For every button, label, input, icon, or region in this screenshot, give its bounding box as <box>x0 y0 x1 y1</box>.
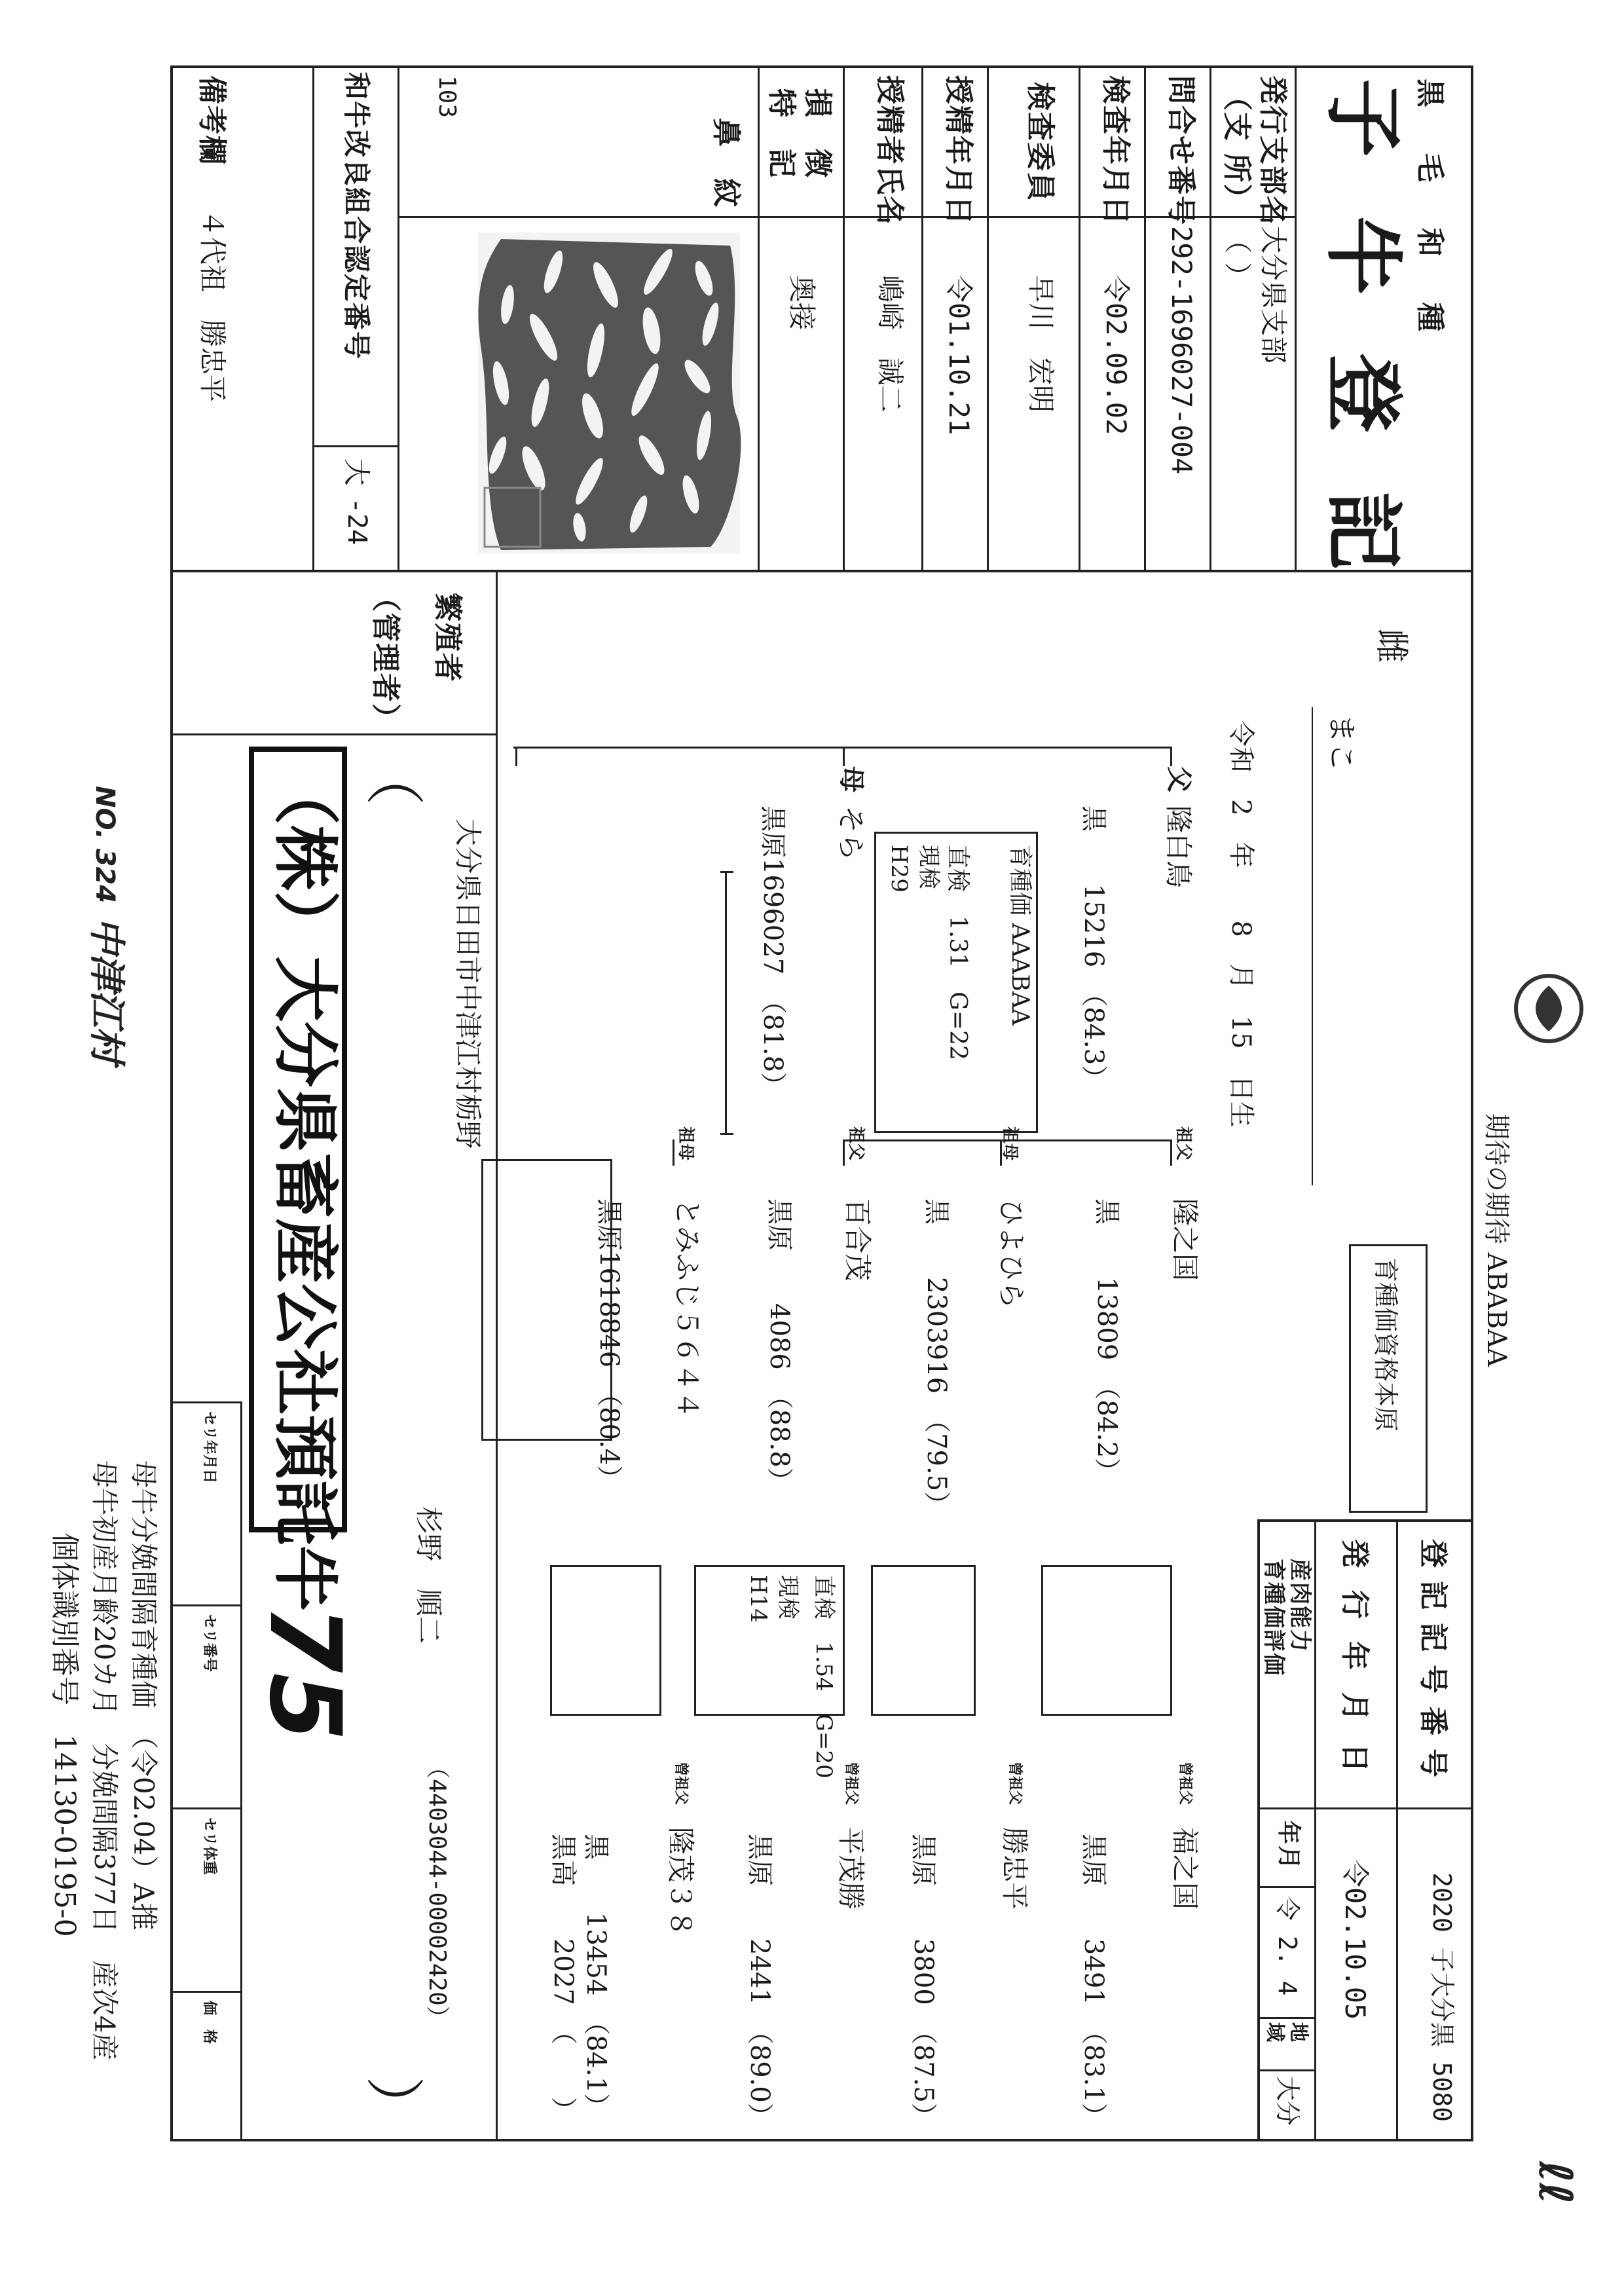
left-table-divider <box>170 570 1473 572</box>
mother-label: 母 <box>836 766 866 794</box>
ggf4-box <box>550 1565 661 1716</box>
father-reg: 黒 15216 （84.3） <box>1079 805 1109 1092</box>
ggf2-name: 勝忠平 <box>999 1827 1031 1910</box>
calf-name: まこ <box>1325 714 1358 771</box>
breeder-code: （4403044-00002420） <box>424 1755 451 2029</box>
cert-number: -24 <box>342 498 372 546</box>
region-label: 地域 <box>1263 2022 1310 2043</box>
inquiry-value: 292-1696027-004 <box>1166 226 1198 475</box>
dam-line-2: 母牛初産月齢20カ月 分娩間隔377日 産次4産 <box>88 1460 120 2061</box>
gp2-name: ひよひら <box>995 1198 1027 1309</box>
gp4-reg: 黒原1618846 （80.4） <box>594 1198 624 1492</box>
insem-date-label: 授精年月日 <box>942 75 975 226</box>
noseprint-id: 103 <box>434 75 460 119</box>
issue-label: 発行年月日 <box>1338 1539 1371 1794</box>
calf-birth: 令和 2 年 8 月 15 日生 <box>1226 720 1256 1128</box>
mother-reg: 黒原1696027 （81.8） <box>758 805 788 1099</box>
auction-date-label: セリ年月日 <box>201 1411 217 1484</box>
breeder-name: 杉野 順二 <box>413 1506 445 1644</box>
gp1-name: 隆之国 <box>1169 1198 1201 1282</box>
auction-price-label: 価 格 <box>201 2001 217 2045</box>
gp3-name: 百合茂 <box>841 1198 874 1282</box>
inseminator-label: 授精者氏名 <box>873 75 906 226</box>
ggf2-role: 曾祖父 <box>1006 1762 1023 1805</box>
defect-value: 奥接 <box>786 275 818 331</box>
ggf1-box <box>1041 1565 1172 1716</box>
gp4-role: 祖母 <box>676 1126 695 1161</box>
insem-date-value: 令01.10.21 <box>943 275 975 435</box>
sub-branch-value: （ ） <box>1221 226 1253 290</box>
inspector-label: 検査委員 <box>1024 82 1057 202</box>
ggf4-role: 曾祖父 <box>673 1762 689 1805</box>
gp1-role: 祖父 <box>1173 1126 1193 1161</box>
handwritten-no: NO. 324 <box>90 786 120 904</box>
issue-value: 令02.10.05 <box>1339 1860 1371 2020</box>
ggf3-role: 曾祖父 <box>843 1762 859 1805</box>
inspect-date-value: 令02.09.02 <box>1100 275 1132 435</box>
breeder-stamp: （株）大分県畜産公社預託牛 <box>267 760 343 1611</box>
noseprint-image <box>468 219 750 563</box>
ggf1-role: 曾祖父 <box>1177 1762 1193 1805</box>
ggf1-name: 福之国 <box>1169 1827 1201 1910</box>
dam-line-1: 母牛分娩間隔育種価 （令02.04）A推 <box>128 1460 160 1931</box>
breeder-sub-label: （管理者） <box>369 583 402 733</box>
logo-icon <box>1509 969 1588 1048</box>
gp4-name: とみふじ５６４４ <box>671 1198 703 1419</box>
mother-bv-box <box>481 1159 612 1441</box>
gp3-reg: 黒原 4086 （88.8） <box>764 1198 794 1494</box>
ggf2-box <box>871 1565 976 1716</box>
inspector-value: 早川 宏明 <box>1025 275 1057 413</box>
noseprint-label: 鼻 紋 <box>709 118 743 208</box>
ggf4-name: 隆茂３８ <box>665 1827 697 1938</box>
gp2-reg: 黒 2303916 （79.5） <box>921 1198 951 1518</box>
remarks-value: ４代祖 勝忠平 <box>196 210 229 403</box>
breeding-value-box-text: 育種価資格本原 <box>1371 1257 1400 1432</box>
breeder-paren-open: （ <box>359 747 428 805</box>
father-label: 父 <box>1164 766 1194 794</box>
branch-label: 発行支部名 <box>1256 75 1289 226</box>
gp3-role: 祖父 <box>846 1126 866 1161</box>
ggf1-reg: 黒原 3491 （83.1） <box>1079 1834 1109 2129</box>
breeder-paren-close: ） <box>359 2076 428 2135</box>
sub-branch-label: （支 所） <box>1220 82 1253 214</box>
tagline: 期待の期待 ABABAA <box>1481 1113 1511 1367</box>
ggf4-reg2: 黒高 2027 （ ） <box>548 1834 578 2123</box>
mother-name: そら <box>835 805 867 861</box>
individual-id: 個体識別番号 14130-0195-0 <box>48 1532 81 1937</box>
ability-label-2: 育種価評価 <box>1261 1559 1287 1676</box>
inspect-date-label: 検査年月日 <box>1099 75 1132 226</box>
inseminator-value: 嶋崎 誠二 <box>874 275 906 413</box>
document-title: 子牛登記 <box>1317 79 1408 629</box>
cert-label: 和牛改良組合認定番号 <box>341 72 373 361</box>
auction-no-label: セリ番号 <box>201 1614 217 1673</box>
remarks-label: 備考欄 <box>195 75 229 166</box>
father-bv-title: 育種価 AAABAA <box>1006 845 1033 1026</box>
reg-no-label: 登記記号番号 <box>1416 1539 1450 1790</box>
calf-sex: 雌 <box>1371 629 1411 663</box>
ggf3-bv-line2: 現検 <box>775 1575 801 1620</box>
calf-name-underline <box>1312 707 1313 1185</box>
gp1-reg: 黒 13809 （84.2） <box>1092 1198 1122 1485</box>
ggf3-reg: 黒原 2441 （89.0） <box>745 1834 775 2129</box>
auction-weight-label: セリ体重 <box>201 1817 217 1876</box>
handwritten-name: 中津江村 <box>85 917 128 1064</box>
ggf4-reg: 黒 13454 （84.1） <box>581 1834 611 2120</box>
father-name: 隆白鳥 <box>1162 805 1194 889</box>
defect-label-2: 特 記 <box>765 88 798 179</box>
ggf2-reg: 黒原 3800 （87.5） <box>908 1834 938 2129</box>
ym-value: 令 2. 4 <box>1273 1896 1302 1996</box>
father-bv-line2: 現検 <box>915 845 942 889</box>
father-bv-line3: H29 <box>886 845 912 893</box>
reg-no-value: 2020 子大分黒 5080 <box>1428 1872 1456 2122</box>
lot-number: 75 <box>248 1604 361 1741</box>
region-value: 大分 <box>1273 2076 1302 2126</box>
inquiry-label: 問合せ番号 <box>1164 75 1198 226</box>
corner-note: ℓℓ <box>1528 2161 1582 2205</box>
ggf3-bv-line3: H14 <box>745 1575 771 1623</box>
ggf3-name: 平茂勝 <box>835 1827 867 1910</box>
branch-value: 大分県支部 <box>1257 226 1289 364</box>
gp2-role: 祖母 <box>1000 1126 1020 1161</box>
ggf3-bv-line1: 直検 1.54 G=20 <box>811 1575 837 1779</box>
ym-label: 年月 <box>1275 1821 1302 1871</box>
father-bv-line1: 直検 1.31 G=22 <box>944 845 971 1060</box>
ability-label-1: 産肉能力 <box>1287 1559 1313 1653</box>
cert-size: 大 <box>341 458 373 487</box>
breeder-address: 大分県日田市中津江村栃野 <box>452 819 484 1149</box>
defect-label-1: 損 徴 <box>801 88 834 179</box>
breeder-label: 繁殖者 <box>431 593 464 683</box>
breed-label: 黒毛和種 <box>1413 79 1447 377</box>
